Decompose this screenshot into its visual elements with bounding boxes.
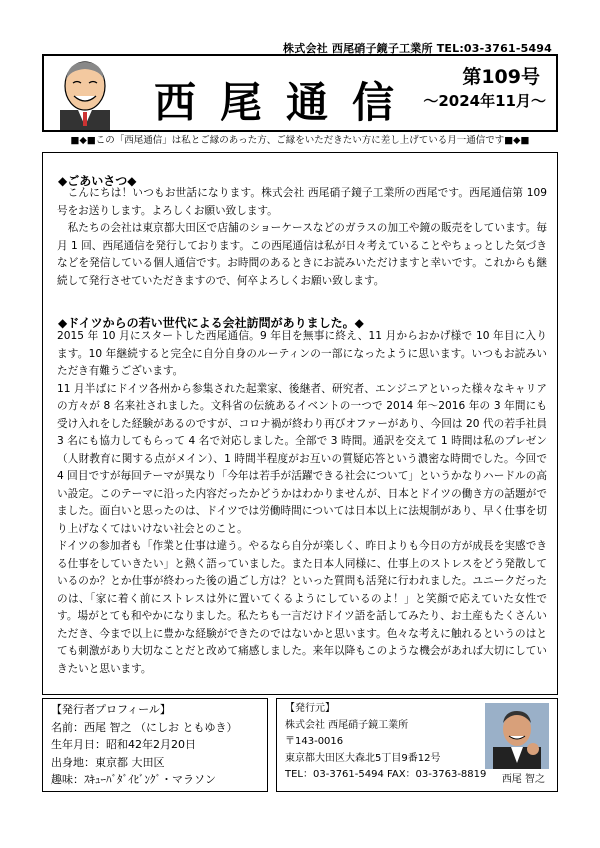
publisher-address: 東京都大田区大森北5丁目9番12号 [285, 752, 441, 764]
article-text [57, 328, 547, 678]
profile-heading: 【発行者プロフィール】 [51, 703, 171, 716]
profile-hobby: 趣味：ｽｷｭｰﾊﾞﾀﾞｲﾋﾞﾝｸﾞ・マラソン [51, 773, 216, 786]
greeting-text [57, 185, 547, 290]
newsletter-title: 西尾通信 [154, 78, 419, 127]
profile-name: 名前：西尾 智之 （にしお ともゆき） [51, 720, 238, 734]
article-paragraph: 2015 年 10 月にスタートした西尾通信。9 年目を無事に終え、11 月からおかげ様で 10 年目に入ります。10 年継続すると完全に自分自身のルーティンの一部になったように思います。いつもお読みいただき有難うございます。 [57, 330, 547, 377]
newsletter-tagline: ■◆■この「西尾通信」は私とご縁のあった方、ご縁をいただきたい方に差し上げている月一通信です■◆■ [70, 135, 530, 146]
profile-birthplace: 出身地：東京都 大田区 [51, 755, 165, 769]
publisher-heading: 【発行元】 [285, 703, 335, 714]
company-contact-line: 株式会社 西尾硝子鏡子工業所 TEL:03-3761-5494 [283, 42, 552, 55]
profile-birthday: 生年月日：昭和42年2月20日 [51, 738, 196, 751]
greeting-paragraph: こんにちは！いつもお世話になります。株式会社 西尾硝子鏡子工業所の西尾です。西尾通信第 109 号をお送りします。よろしくお願い致します。 [57, 187, 547, 217]
issue-number: 第109号 [462, 66, 540, 88]
profile-box [42, 698, 268, 792]
publisher-box [276, 698, 558, 792]
article-heading: ◆ドイツからの若い世代による会社訪問がありました。◆ [58, 316, 364, 330]
publisher-postal: 〒143-0016 [285, 736, 344, 747]
publisher-photo [485, 703, 549, 769]
article-paragraph: ドイツの参加者も「作業と仕事は違う。やるなら自分が楽しく、昨日よりも今日の方が成長を実感できる仕事をしていきたい」と熱く語っていました。また日本人同様に、仕事上のストレスをどう発散しているのか？とか仕事が終わった後の過ごし方は？といった質問も活発に行われました。ユニークだったのは、「家に着く前にストレスは外に置いてくるようにしているのよ！」と笑顔で応えていた女性です。場がとても和やかになりました。私たちも一言だけドイツ語を話してみたり、お土産もたくさんいただき、今まで以上に豊かな経験ができたのではないかと思います。色々な考えに触れるというのはとても刺激があり大切なことだと改めて痛感しました。来年以降もこのような機会があれば大切にしていきたいと思います。 [57, 540, 547, 675]
greeting-paragraph: 私たちの会社は東京都大田区で店舗のショーケースなどのガラスの加工や鏡の販売をしています。毎月 1 回、西尾通信を発行しております。この西尾通信は私が日々考えていることやちょっとした気づきなどを発信している個人通信です。お時間のあるときにお読みいただけますと幸いです。これからも継続して発行させていただきますので、何卒よろしくお願い致します。 [57, 222, 547, 287]
masthead [42, 54, 558, 132]
publisher-contact: TEL：03-3761-5494 FAX：03-3763-8819 [285, 769, 487, 780]
publisher-company: 株式会社 西尾硝子鏡工業所 [285, 719, 409, 731]
article-paragraph: 11 月半ばにドイツ各州から参集された起業家、後継者、研究者、エンジニアといった様々なキャリアの方々が 8 名来社されました。文科省の伝統あるイベントの一つで 2014 年～2016 年の 3 年間にも受け入れをした経験があるのですが、コロナ禍が終わり再びオファーがあり、今回は 20 代の若手社員 3 名にも協力してもらって 4 名で対応しました。全部で 3 時間。通訳を交えて 1 時間は私のプレゼン（人財教育に関する点がメイン）、1 時間半程度がお互いの質疑応答という濃密な時間でした。今回で 4 回目ですが毎回テーマが異なり「今年は若手が活躍できる社会について」というかなりハードルの高い設定。このテーマに沿った内容だったかどうかはわかりませんが、日本とドイツの働き方の話題がでました。面白いと思ったのは、ドイツでは労働時間については日本以上に法規制があり、早く仕事を切り上げなくてはいけない社会とのこと。 [57, 382, 547, 535]
photo-caption: 西尾 智之 [501, 773, 545, 785]
greeting-heading: ◆ごあいさつ◆ [58, 174, 137, 188]
issue-date: ～2024年11月～ [423, 92, 546, 110]
cartoon-avatar-icon [54, 56, 116, 130]
